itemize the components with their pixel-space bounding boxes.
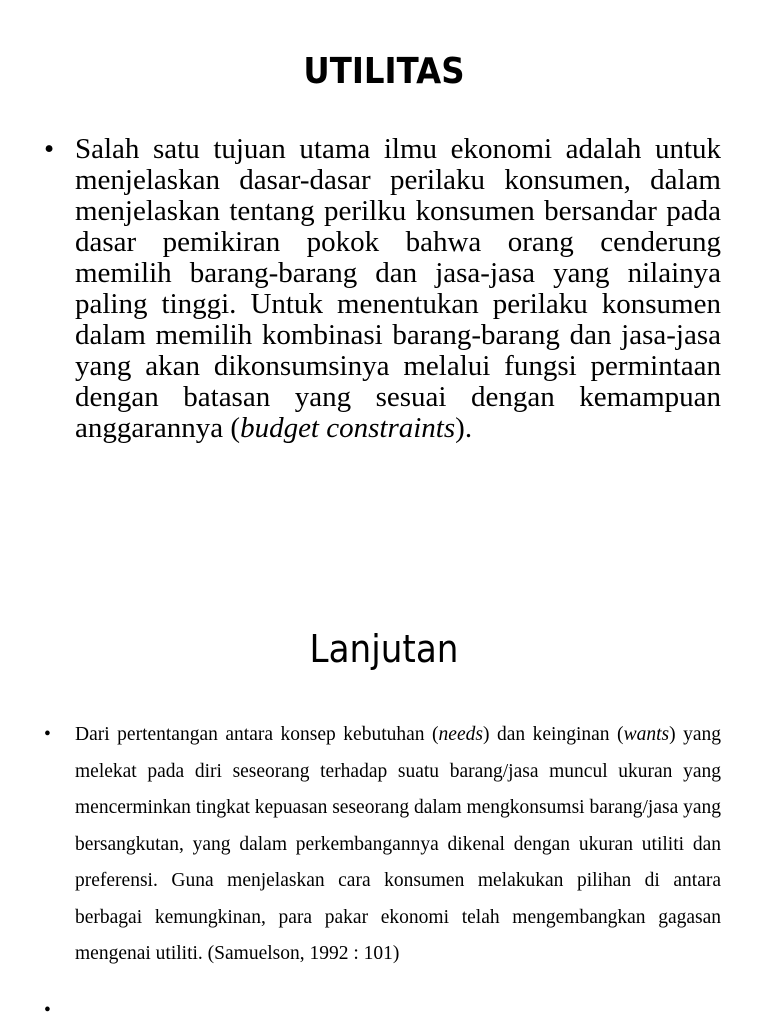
bullet-icon: • <box>44 1000 51 1021</box>
paragraph-text: Salah satu tujuan utama ilmu ekonomi adalah untuk menjelaskan dasar-dasar perilaku konsumen, dalam menjelaskan tentang perilku konsumen bersandar pada dasar pemikiran pokok bahwa orang cenderung memilih barang-barang dan jasa-jasa yang nilainya paling tinggi. Untuk menentukan perilaku konsumen dalam memilih kombinasi barang-barang dan jasa-jasa yang akan dikonsumsinya melalui fungsi permintaan dengan batasan yang sesuai dengan kemampuan anggarannya ( <box>75 133 721 444</box>
paragraph-text-3: ) yang melekat pada diri seseorang terhadap suatu barang/jasa muncul ukuran yang mencerminkan tingkat kepuasan seseorang dalam mengkonsumsi barang/jasa yang bersangkutan, yang dalam perkembangannya dikenal dengan ukuran utiliti dan preferensi. Guna menjelaskan cara konsumen melakukan pilihan di antara berbagai kemungkinan, para pakar ekonomi telah mengembangkan gagasan mengenai utiliti. (Samuelson, 1992 : 101) <box>75 724 722 964</box>
paragraph-text-1: Dari pertentangan antara konsep kebutuhan ( <box>75 724 439 745</box>
bullet-icon: • <box>44 133 55 165</box>
bullet-paragraph <box>44 133 721 444</box>
paragraph-text-end: ). <box>455 412 473 444</box>
bullet-icon: • <box>44 724 51 745</box>
slide-title: Lanjutan <box>309 627 459 671</box>
slide-title: UTILITAS <box>303 51 465 92</box>
italic-needs: needs <box>438 724 483 745</box>
paragraph-text-2: ) dan keinginan ( <box>482 724 624 745</box>
italic-wants: wants <box>623 724 670 745</box>
italic-term: budget constraints <box>240 412 456 444</box>
bullet-paragraph <box>44 717 722 973</box>
slide-lanjutan <box>0 512 768 1024</box>
slide-utilitas <box>0 0 768 512</box>
